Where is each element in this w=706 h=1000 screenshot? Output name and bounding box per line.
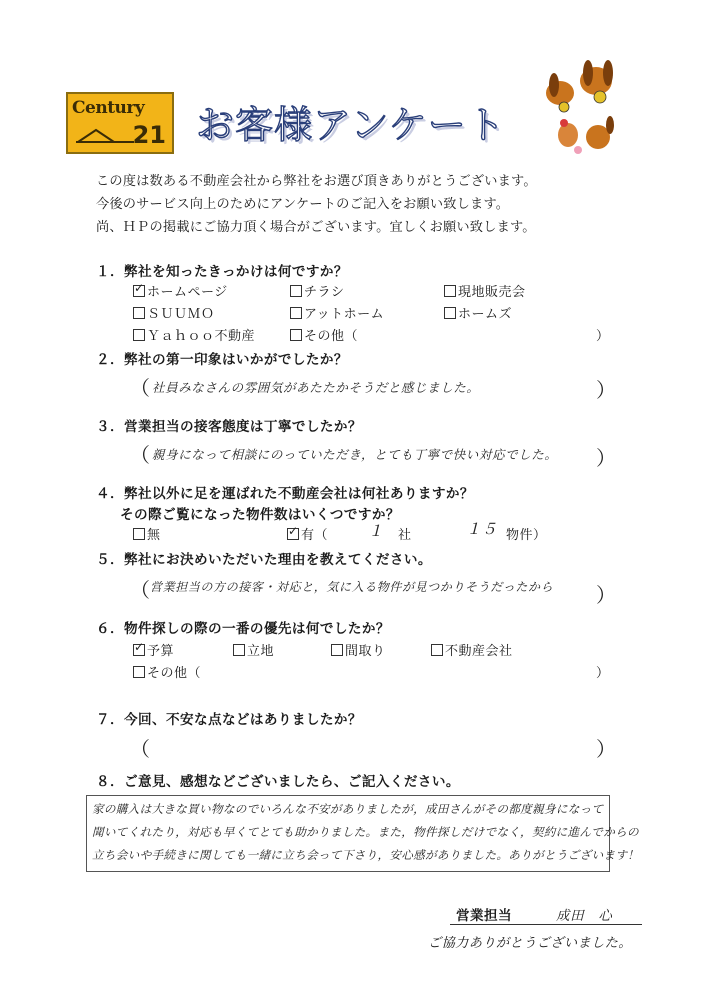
checkbox-icon[interactable] xyxy=(133,666,145,678)
q1-option-flyer[interactable]: チラシ xyxy=(290,281,345,300)
intro-line-1: この度は数ある不動産会社から弊社をお選び頂きありがとうございます。 xyxy=(96,174,537,189)
checkbox-icon[interactable] xyxy=(133,329,145,341)
checkbox-icon[interactable] xyxy=(331,644,343,656)
house-icon xyxy=(76,126,134,144)
comment-line-2: 聞いてくれたり，対応も早くてとても助かりました。また，物件探しだけでなく，契約に進んでからの xyxy=(92,825,639,839)
q1-option-open-house[interactable]: 現地販売会 xyxy=(444,281,526,300)
q1-option-athome[interactable]: アットホーム xyxy=(290,303,384,322)
checkbox-icon[interactable] xyxy=(133,307,145,319)
q2-close-paren: ） xyxy=(596,378,616,402)
q4-option-none[interactable]: 無 xyxy=(133,524,161,543)
checkbox-checked-icon[interactable] xyxy=(287,528,299,540)
q6-other-close-paren: ） xyxy=(596,666,610,681)
q6-option-other[interactable]: その他（ xyxy=(133,662,201,681)
q1-option-homepage[interactable]: ✓ホームページ xyxy=(133,281,228,300)
q1-option-suumo[interactable]: ＳＵＵＭＯ xyxy=(133,303,215,322)
q7-label: ７．今回、不安な点などはありましたか？ xyxy=(96,712,362,728)
checkbox-icon[interactable] xyxy=(290,329,302,341)
q1-label: １．弊社を知ったきっかけは何ですか？ xyxy=(96,264,348,280)
checkbox-checked-icon[interactable] xyxy=(133,285,145,297)
logo-number: 21 xyxy=(132,121,166,149)
mascot-dogs-icon xyxy=(538,55,628,160)
q3-open-paren: （ xyxy=(130,443,150,467)
q1-other-close-paren: ） xyxy=(596,329,610,344)
checkbox-checked-icon[interactable] xyxy=(133,644,145,656)
q6-label: ６．物件探しの際の一番の優先は何でしたか？ xyxy=(96,621,390,637)
q4-option-yes[interactable]: ✓ 有（ xyxy=(287,524,328,543)
q4-label: ４．弊社以外に足を運ばれた不動産会社は何社ありますか？ xyxy=(96,486,474,502)
q6-option-agency[interactable]: 不動産会社 xyxy=(431,640,513,659)
century21-logo xyxy=(66,92,174,154)
rep-label: 営業担当 xyxy=(456,908,512,924)
q8-label: ８．ご意見、感想などございましたら、ご記入ください。 xyxy=(96,774,460,790)
q5-label: ５．弊社にお決めいただいた理由を教えてください。 xyxy=(96,552,432,568)
q4-company-count[interactable]: １ xyxy=(368,522,384,540)
page-title: お客様アンケート xyxy=(196,103,506,147)
q3-answer[interactable]: 親身になって相談にのっていただき，とても丁寧で快い対応でした。 xyxy=(152,447,558,462)
q6-option-budget[interactable]: ✓予算 xyxy=(133,640,174,659)
q5-open-paren: （ xyxy=(130,578,150,602)
q2-answer[interactable]: 社員みなさんの雰囲気があたたかそうだと感じました。 xyxy=(152,380,480,395)
checkbox-icon[interactable] xyxy=(133,528,145,540)
comment-line-3: 立ち会いや手続きに関しても一緒に立ち会って下さり，安心感がありました。ありがとうございます！ xyxy=(92,848,640,862)
q3-label: ３．営業担当の接客態度は丁寧でしたか？ xyxy=(96,419,362,435)
q4-label-2: その際ご覧になった物件数はいくつですか？ xyxy=(120,507,400,523)
comment-line-1: 家の購入は大きな買い物なのでいろんな不安がありましたが，成田さんがその都度親身になって xyxy=(92,802,604,816)
intro-line-2: 今後のサービス向上のためにアンケートのご記入をお願い致します。 xyxy=(96,197,510,212)
checkbox-icon[interactable] xyxy=(444,307,456,319)
q3-close-paren: ） xyxy=(596,446,616,470)
signature-line xyxy=(450,924,642,925)
checkbox-icon[interactable] xyxy=(233,644,245,656)
rep-name: 成田 心 xyxy=(556,908,613,924)
q4-property-count[interactable]: １５ xyxy=(466,520,498,538)
q1-option-other[interactable]: その他（ xyxy=(290,325,358,344)
q1-option-homes[interactable]: ホームズ xyxy=(444,303,512,322)
q4-sha-label: 社 xyxy=(398,528,412,543)
q6-option-floorplan[interactable]: 間取り xyxy=(331,640,386,659)
logo-word: Century xyxy=(72,98,145,118)
q6-option-location[interactable]: 立地 xyxy=(233,640,274,659)
checkbox-icon[interactable] xyxy=(290,285,302,297)
q1-option-yahoo[interactable]: Ｙａｈｏｏ不動産 xyxy=(133,325,255,344)
checkbox-icon[interactable] xyxy=(290,307,302,319)
q2-label: ２．弊社の第一印象はいかがでしたか？ xyxy=(96,352,348,368)
thanks-text: ご協力ありがとうございました。 xyxy=(428,936,632,951)
q5-close-paren: ） xyxy=(596,583,616,607)
checkbox-icon[interactable] xyxy=(431,644,443,656)
intro-line-3: 尚、ＨＰの掲載にご協力頂く場合がございます。宜しくお願い致します。 xyxy=(96,220,536,235)
checkbox-icon[interactable] xyxy=(444,285,456,297)
q5-answer[interactable]: 営業担当の方の接客・対応と，気に入る物件が見つかりそうだったから xyxy=(150,580,554,594)
q2-open-paren: （ xyxy=(130,376,150,400)
q7-open-paren: （ xyxy=(130,737,150,761)
q7-close-paren: ） xyxy=(596,737,616,761)
q4-ken-label: 物件） xyxy=(506,528,547,543)
